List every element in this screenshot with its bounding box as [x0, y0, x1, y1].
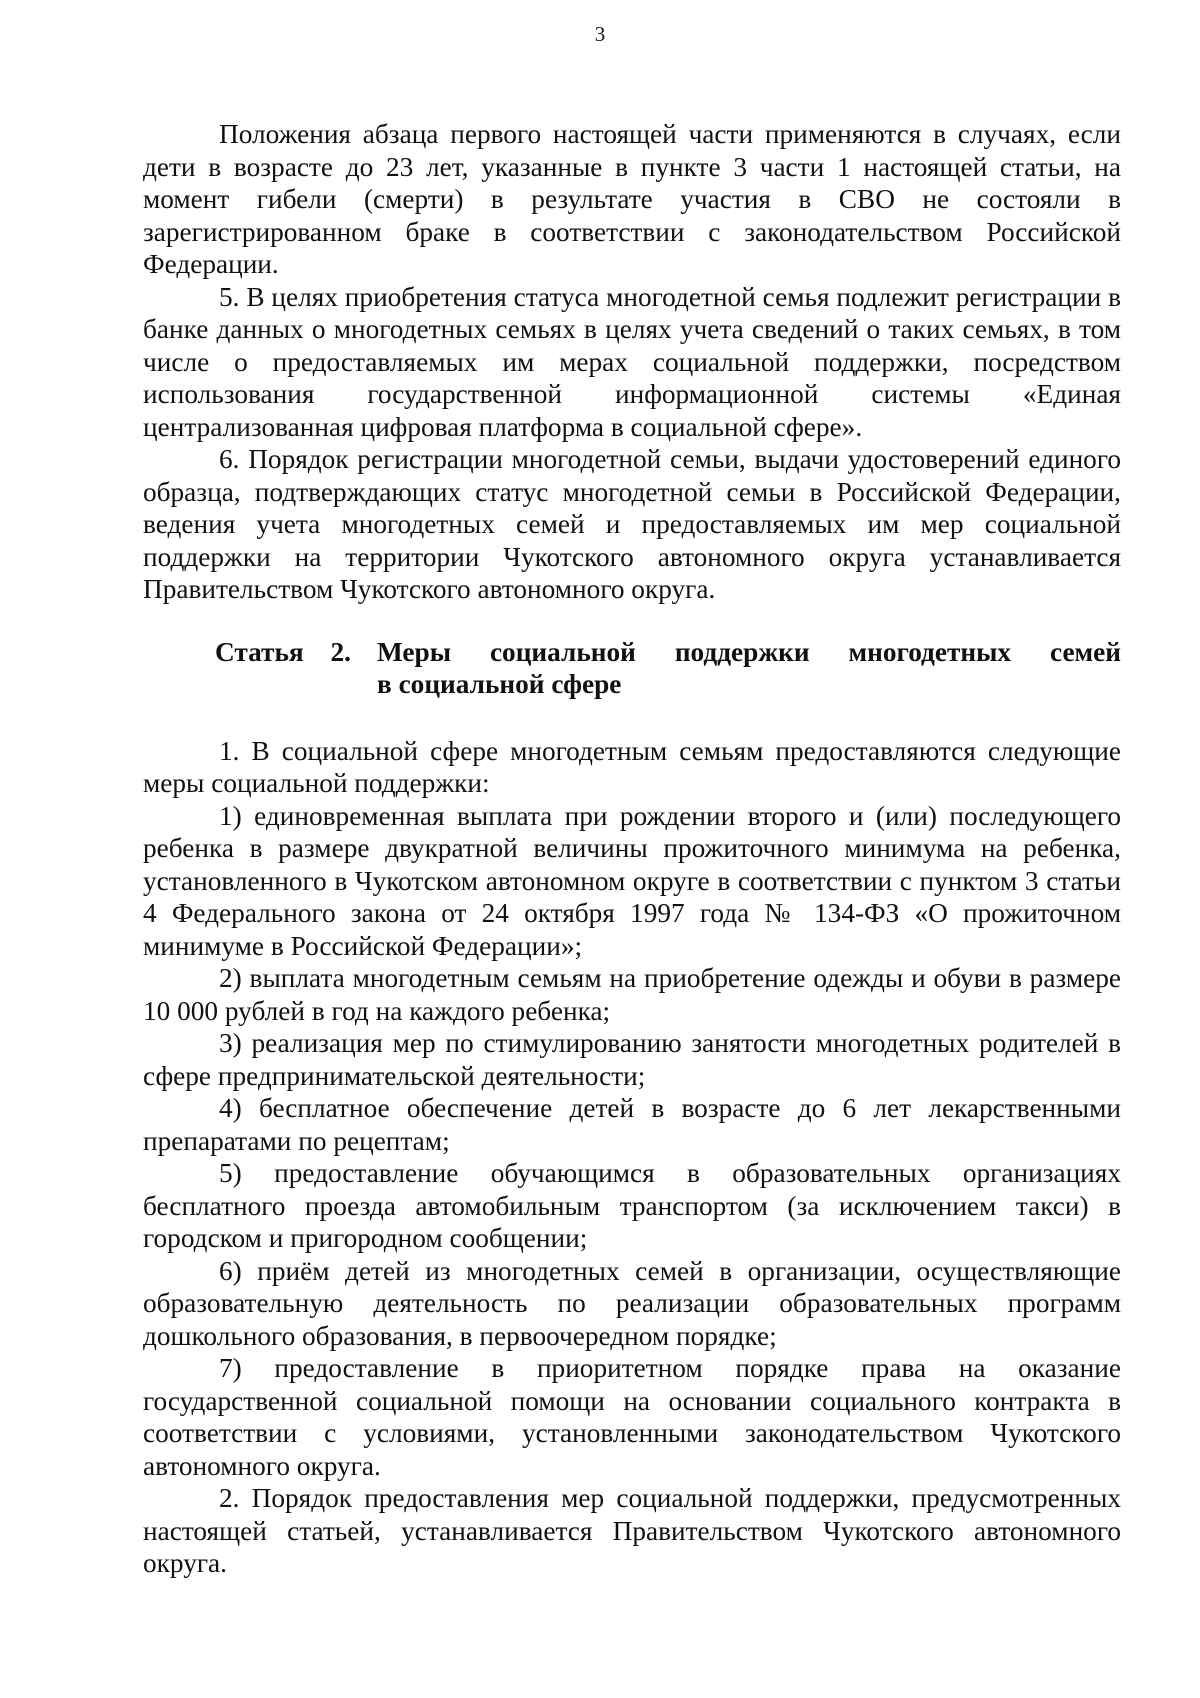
paragraph-article2-part-2: 2. Порядок предоставления мер социальной поддержки, предусмотренных настоящей статьей, устанавливается Правительством Чукотского автономного округа.	[143, 1483, 1121, 1578]
list-item-7-social-contract: 7) предоставление в приоритетном порядке права на оказание государственной социальной помощи на основании социального контракта в соответствии с условиями, установленными законодательством Чукотского автономного округа.	[143, 1353, 1121, 1481]
article-title-line-2: в социальной сфере	[377, 669, 622, 699]
paragraph-point-5-registration: 5. В целях приобретения статуса многодетной семья подлежит регистрации в банке данных о многодетных семьях в целях учета сведений о таких семьях, в том числе о предоставляемых им мерах социальной поддержки, посредством использования государственной информационной системы «Единая централизованная цифровая платформа в социальной сфере».	[143, 281, 1121, 442]
list-item-3-employment-support: 3) реализация мер по стимулированию занятости многодетных родителей в сфере предпринимательской деятельности;	[143, 1028, 1121, 1091]
list-item-1-lump-sum-payment: 1) единовременная выплата при рождении второго и (или) последующего ребенка в размере двукратной величины прожиточного минимума на ребенка, установленного в Чукотском автономном округе в соответствии с пунктом 3 статьи 4 Федерального закона от 24 октября 1997 года № 134-ФЗ «О прожиточном минимуме в Российской Федерации»;	[143, 800, 1121, 961]
article-label	[143, 636, 377, 701]
paragraph-point-6-procedure: 6. Порядок регистрации многодетной семьи, выдачи удостоверений единого образца, подтверждающих статус многодетной семьи в Российской Федерации, ведения учета многодетных семей и предоставляемых им мер социальной поддержки на территории Чукотского автономного округа устанавливается Правительством Чукотского автономного округа.	[143, 444, 1121, 604]
article-title	[377, 636, 1121, 701]
article-heading	[143, 636, 1121, 701]
article-label-word: Статья	[215, 636, 304, 667]
list-item-2-clothing-payment: 2) выплата многодетным семьям на приобретение одежды и обуви в размере 10 000 рублей в год на каждого ребенка;	[143, 963, 1121, 1026]
page-number: 3	[594, 22, 606, 46]
paragraph-abzac-provisions: Положения абзаца первого настоящей части применяются в случаях, если дети в возрасте до 23 лет, указанные в пункте 3 части 1 настоящей статьи, на момент гибели (смерти) в результате участия в СВО не состояли в зарегистрированном браке в соответствии с законодательством Российской Федерации.	[143, 119, 1121, 279]
list-item-4-free-medicines: 4) бесплатное обеспечение детей в возрасте до 6 лет лекарственными препаратами по рецептам;	[143, 1093, 1121, 1156]
paragraph-article2-part-1: 1. В социальной сфере многодетным семьям предоставляются следующие меры социальной поддержки:	[143, 735, 1121, 798]
list-item-6-preschool-admission: 6) приём детей из многодетных семей в организации, осуществляющие образовательную деятельность по реализации образовательных программ дошкольного образования, в первоочередном порядке;	[143, 1255, 1121, 1351]
article-title-line-1: Меры социальной поддержки многодетных семей	[377, 636, 1121, 667]
document-body	[143, 118, 1121, 1580]
list-item-5-free-transport: 5) предоставление обучающимся в образовательных организациях бесплатного проезда автомобильным транспортом (за исключением такси) в городском и пригородном сообщении;	[143, 1158, 1121, 1253]
article-label-number: 2.	[330, 636, 351, 667]
